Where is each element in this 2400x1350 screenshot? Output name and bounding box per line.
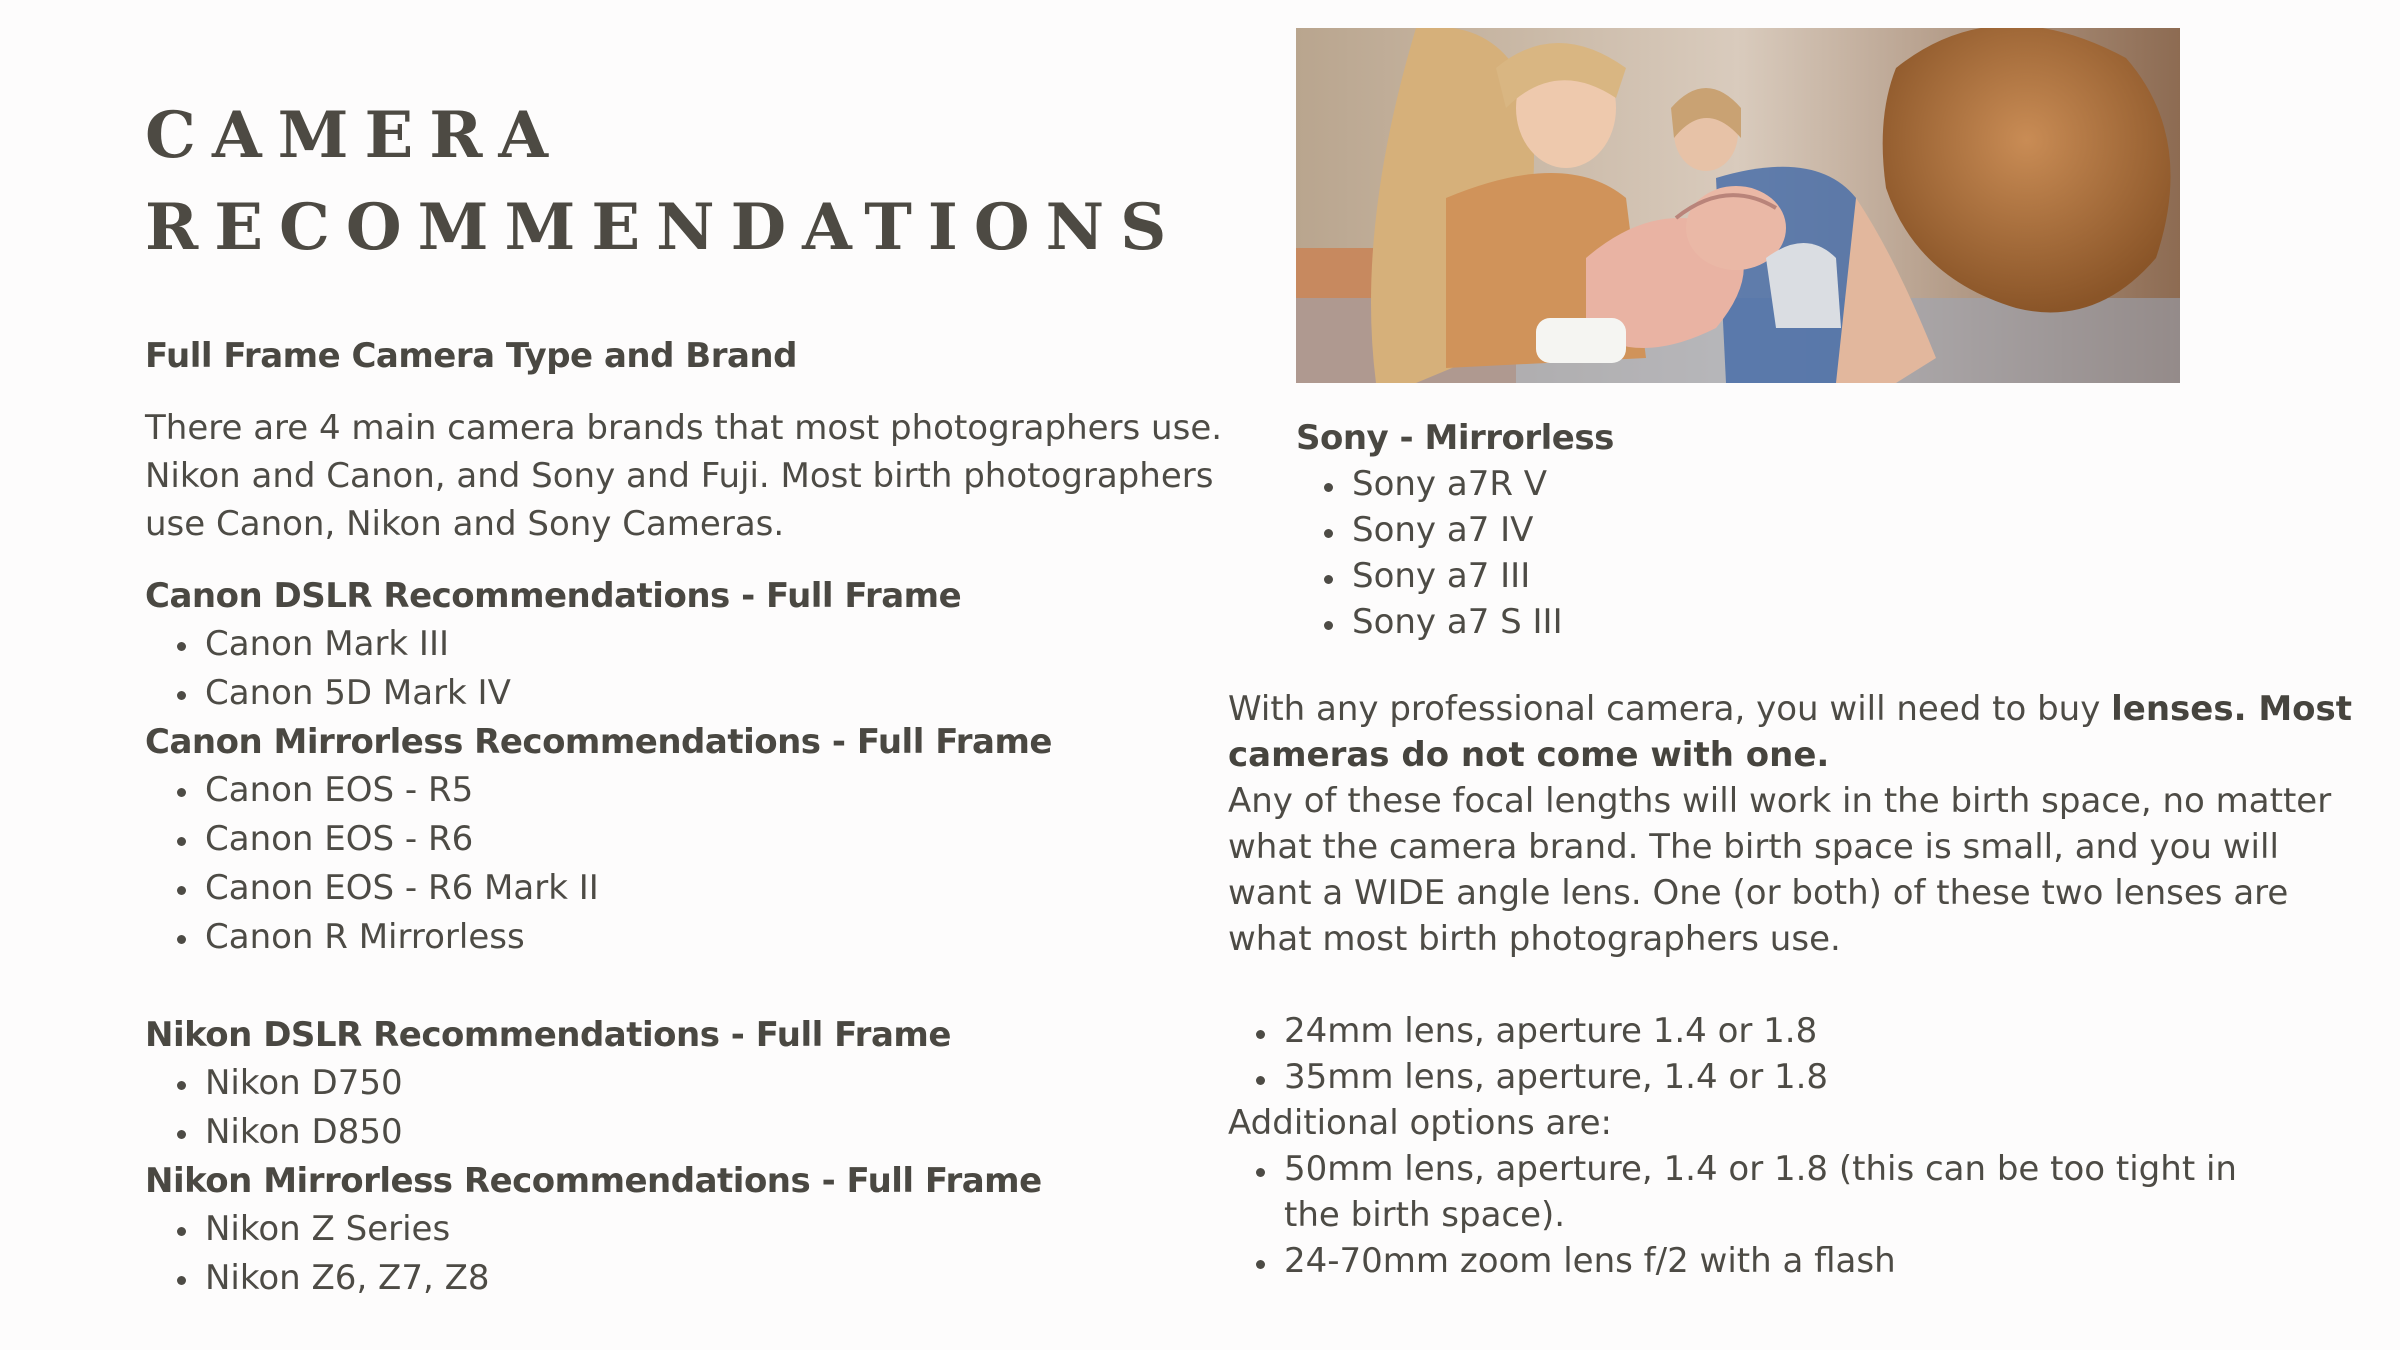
- page-title: [145, 90, 1225, 274]
- list-item: Sony a7 S III: [1322, 599, 2368, 645]
- nikon-dslr-heading: Nikon DSLR Recommendations - Full Frame: [145, 1015, 951, 1055]
- nikon-mirrorless-list: [145, 1205, 1225, 1303]
- birth-photo: [1296, 28, 2180, 383]
- intro-text: There are 4 main camera brands that most photographers use. Nikon and Canon, and Sony and Fuji. Most birth photographers use Canon, Nikon and Sony Cameras.: [145, 408, 1223, 544]
- canon-mirrorless-heading: Canon Mirrorless Recommendations - Full Frame: [145, 722, 1052, 762]
- list-item: 50mm lens, aperture, 1.4 or 1.8 (this can be too tight in the birth space).: [1254, 1146, 2294, 1238]
- list-item: Sony a7R V: [1322, 461, 2368, 507]
- lenses-intro: [1228, 686, 2368, 778]
- lenses-intro-emphasis: lenses. Most cameras do not come with one.: [1228, 689, 2353, 775]
- list-item: Canon EOS - R6 Mark II: [175, 864, 1225, 913]
- lenses-body: Any of these focal lengths will work in the birth space, no matter what the camera brand. The birth space is small, and you will want a WIDE angle lens. One (or both) of these two lenses are what most birth photographers use.: [1228, 781, 2332, 959]
- intro-heading: Full Frame Camera Type and Brand: [145, 336, 797, 376]
- list-item: Sony a7 III: [1322, 553, 2368, 599]
- list-item: Canon EOS - R6: [175, 815, 1225, 864]
- sony-heading: Sony - Mirrorless: [1296, 418, 1614, 458]
- additional-options-label: Additional options are:: [1228, 1103, 1612, 1143]
- canon-dslr-list: [145, 620, 1225, 718]
- list-item: Nikon D750: [175, 1059, 1225, 1108]
- list-item: Sony a7 IV: [1322, 507, 2368, 553]
- lenses-additional-list: [1228, 1146, 2294, 1284]
- list-item: Nikon Z Series: [175, 1205, 1225, 1254]
- list-item: Nikon Z6, Z7, Z8: [175, 1254, 1225, 1303]
- nikon-dslr-list: [145, 1059, 1225, 1157]
- canon-dslr-heading: Canon DSLR Recommendations - Full Frame: [145, 576, 962, 616]
- list-item: Canon Mark III: [175, 620, 1225, 669]
- sony-list: [1296, 461, 2368, 645]
- list-item: 35mm lens, aperture, 1.4 or 1.8: [1254, 1054, 2368, 1100]
- list-item: Canon EOS - R5: [175, 766, 1225, 815]
- canon-mirrorless-list: [145, 766, 1225, 962]
- list-item: Nikon D850: [175, 1108, 1225, 1157]
- list-item: 24mm lens, aperture 1.4 or 1.8: [1254, 1008, 2368, 1054]
- list-item: 24-70mm zoom lens f/2 with a flash: [1254, 1238, 2294, 1284]
- left-column: [145, 90, 1225, 1303]
- lenses-main-list: [1228, 1008, 2368, 1100]
- lenses-intro-text: With any professional camera, you will need to buy: [1228, 689, 2112, 729]
- title-line-2: RECOMMENDATIONS: [145, 190, 1183, 265]
- nikon-mirrorless-heading: Nikon Mirrorless Recommendations - Full Frame: [145, 1161, 1042, 1201]
- list-item: Canon 5D Mark IV: [175, 669, 1225, 718]
- list-item: Canon R Mirrorless: [175, 913, 1225, 962]
- title-line-1: CAMERA: [145, 98, 565, 173]
